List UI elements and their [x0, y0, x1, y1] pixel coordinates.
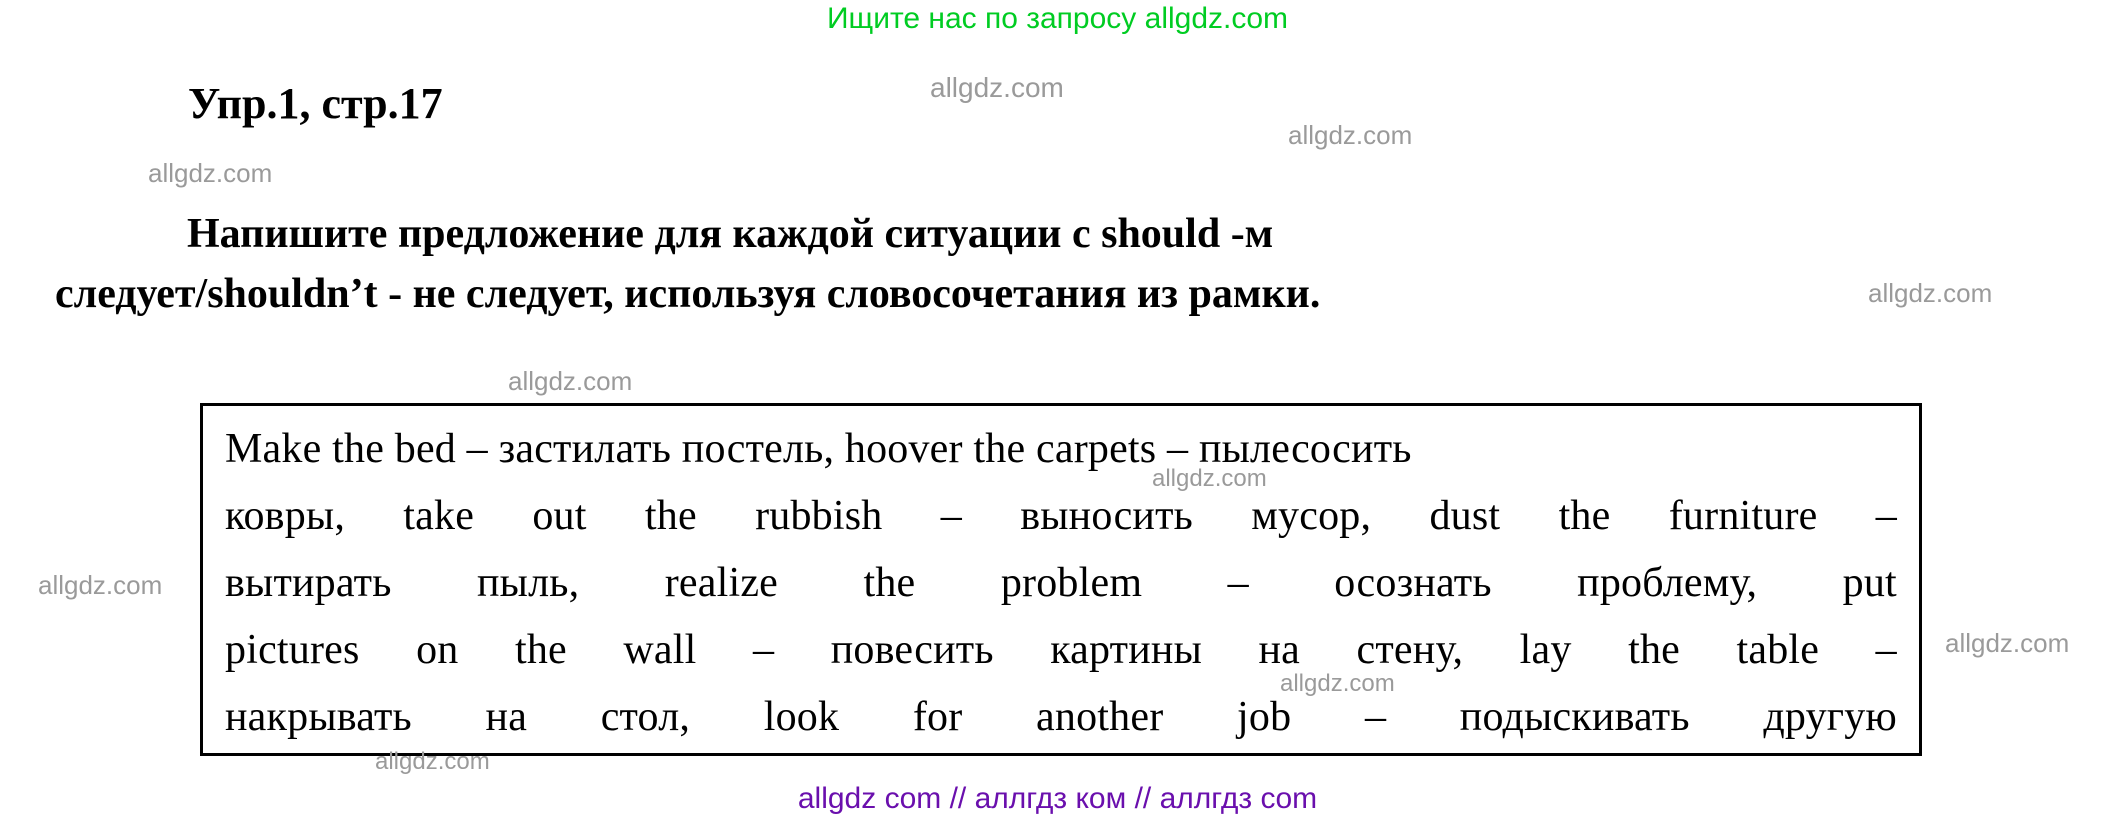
phrase-line-3 — [225, 550, 1897, 617]
watermark-text: allgdz.com — [148, 158, 273, 188]
phrase-word: for — [912, 694, 963, 740]
phrase-word: another — [1036, 694, 1164, 740]
watermark-text: allgdz.com — [930, 72, 1064, 103]
phrase-word: пыль, — [476, 560, 580, 606]
phrase-line-4 — [225, 617, 1897, 684]
phrase-word: table — [1736, 627, 1820, 673]
phrase-word: realize — [664, 560, 779, 606]
phrase-word: wall — [623, 627, 697, 673]
phrase-word: furniture — [1668, 493, 1818, 539]
phrase-word: – — [940, 493, 962, 539]
phrase-word: выносить — [1020, 493, 1194, 539]
watermark-text: allgdz.com — [1152, 465, 1267, 492]
phrase-word: вытирать — [225, 560, 392, 606]
phrase-word: the — [644, 493, 697, 539]
task-word-2: предложение — [397, 211, 644, 257]
exercise-title: Упр.1, стр.17 — [188, 79, 443, 128]
task-word-6: с — [1071, 211, 1091, 257]
watermark-text: allgdz.com — [1945, 628, 2070, 658]
phrase-word: the — [1628, 627, 1680, 673]
phrase-word: look — [763, 694, 840, 740]
watermark-text: allgdz.com — [1280, 670, 1395, 697]
phrase-word: pictures — [225, 627, 360, 673]
phrase-word: стол, — [600, 694, 691, 740]
phrase-word: on — [416, 627, 459, 673]
watermark-text: allgdz.com — [1288, 120, 1413, 150]
phrase-word: the — [1558, 493, 1611, 539]
task-word-4: каждой — [732, 211, 874, 257]
task-word-3: для — [654, 211, 722, 257]
phrase-word: проблему, — [1577, 560, 1758, 606]
phrase-word: put — [1842, 560, 1897, 606]
task-word-8: -м — [1230, 211, 1274, 257]
phrase-word: rubbish — [755, 493, 883, 539]
phrase-word: повесить — [830, 627, 994, 673]
phrase-word: the — [514, 627, 567, 673]
phrase-word: стену, — [1356, 627, 1464, 673]
task-word-1: Напишите — [187, 211, 388, 257]
phrase-line-2 — [225, 483, 1897, 550]
watermark-text: allgdz.com — [508, 366, 633, 396]
phrase-word: take — [403, 493, 475, 539]
phrase-word: осознать — [1334, 560, 1492, 606]
phrase-word: out — [532, 493, 587, 539]
phrase-word: мусор, — [1251, 493, 1372, 539]
bottom-promo-banner: allgdz com // аллгдз ком // аллгдз com — [797, 782, 1318, 815]
task-word-5: ситуации — [884, 211, 1062, 257]
phrase-word: dust — [1429, 493, 1501, 539]
phrase-word: – — [1875, 493, 1897, 539]
phrase-word: другую — [1763, 694, 1897, 740]
phrase-word: problem — [1000, 560, 1143, 606]
phrase-word: подыскивать — [1459, 694, 1690, 740]
phrase-word: ковры, — [225, 493, 346, 539]
phrase-word: the — [863, 560, 916, 606]
top-promo-banner: Ищите нас по запросу allgdz.com — [826, 2, 1289, 35]
phrase-word: – — [1875, 627, 1897, 673]
phrase-word: – — [1227, 560, 1249, 606]
watermark-text: allgdz.com — [375, 748, 490, 775]
phrase-word: на — [1258, 627, 1301, 673]
task-instruction — [55, 205, 1585, 324]
phrase-word: lay — [1519, 627, 1572, 673]
phrase-box — [200, 403, 1922, 756]
watermark-text: allgdz.com — [1868, 278, 1993, 308]
phrase-word: на — [485, 694, 528, 740]
phrase-word: – — [753, 627, 775, 673]
phrase-word: накрывать — [225, 694, 412, 740]
phrase-word: – — [1364, 694, 1387, 740]
phrase-word: job — [1237, 694, 1292, 740]
task-word-7: should — [1101, 211, 1221, 257]
phrase-line-5 — [225, 684, 1897, 751]
task-line-2: следует/shouldn’t - не следует, используя словосочетания из рамки. — [55, 270, 1321, 317]
phrase-line-1: Make the bed – застилать постель, hoover the carpets – пылесосить — [225, 426, 1412, 472]
watermark-text: allgdz.com — [38, 570, 163, 600]
phrase-word: картины — [1050, 627, 1202, 673]
